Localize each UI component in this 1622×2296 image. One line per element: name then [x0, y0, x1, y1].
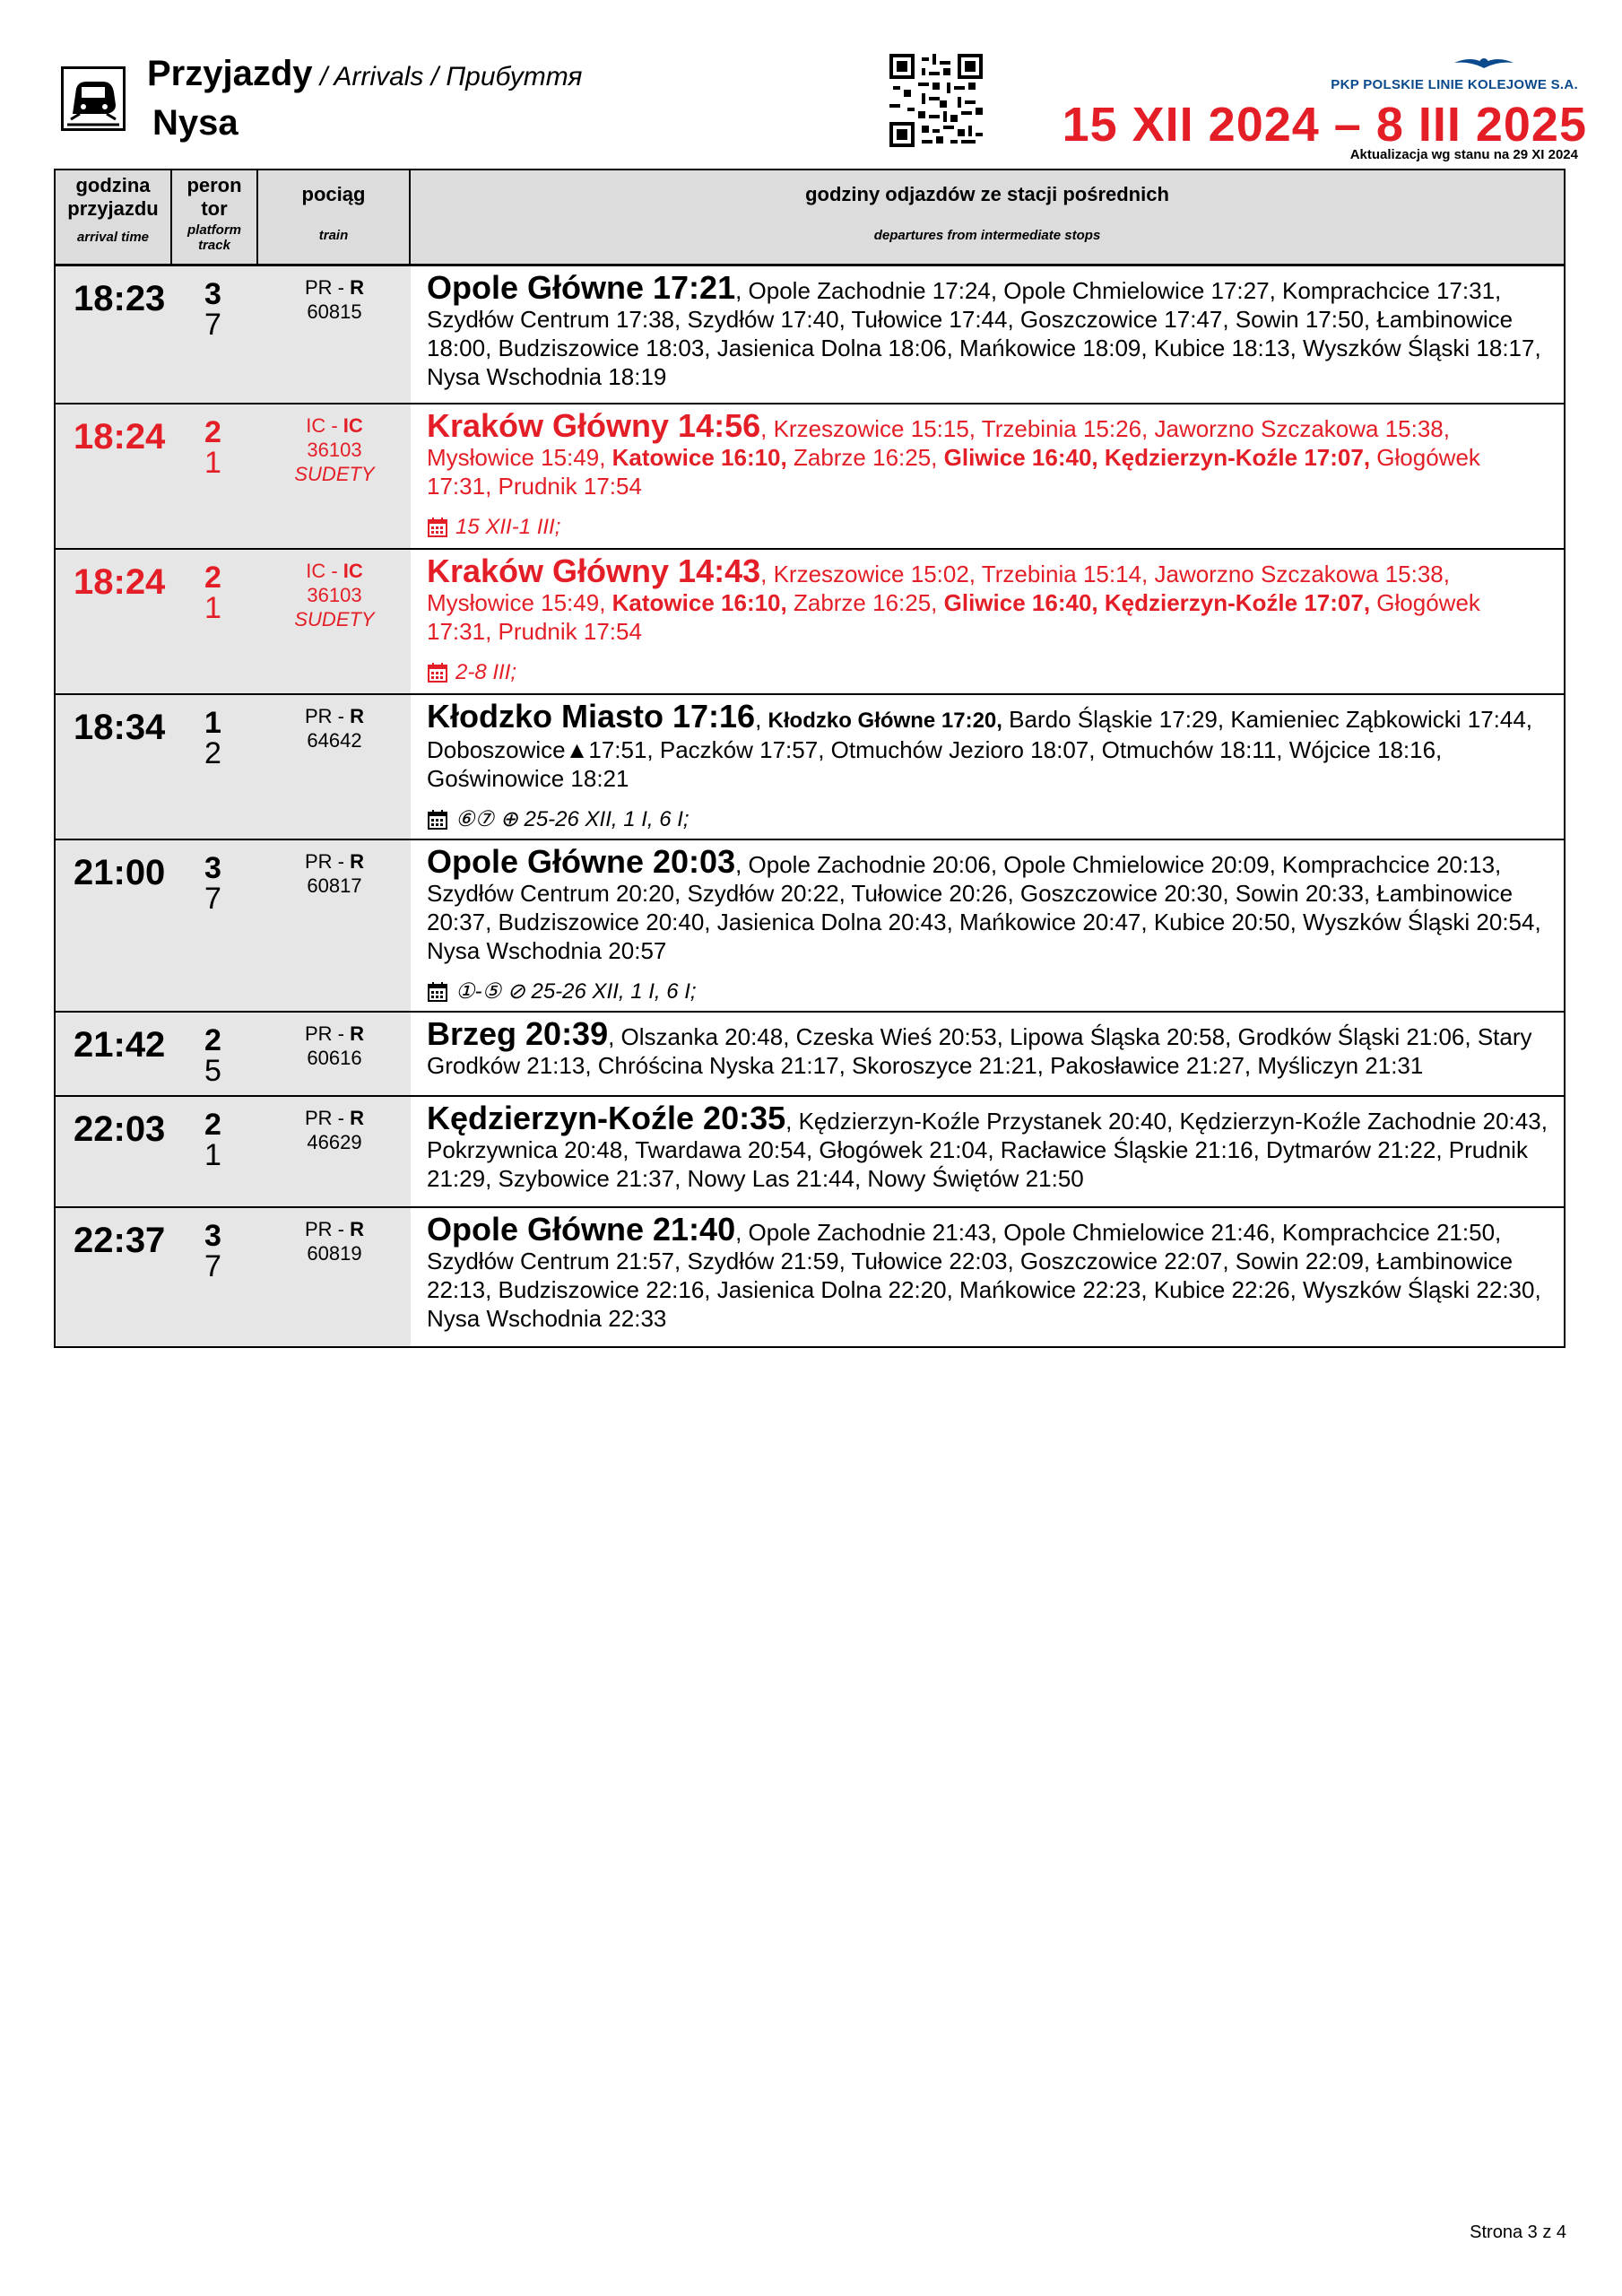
service-note-text: ⑥⑦ ⊕ 25-26 XII, 1 I, 6 I; — [455, 807, 690, 831]
train-number: 60817 — [307, 874, 362, 897]
track-number: 7 — [204, 308, 221, 342]
service-note-text: ①-⑤ ⊘ 25-26 XII, 1 I, 6 I; — [455, 979, 697, 1004]
service-note-text: 15 XII-1 III; — [455, 515, 561, 539]
stops-list: , Opole Zachodnie 21:43, Opole Chmielowice 21:46, Komprachcice 21:50, Szydłów Centrum 21:57, Szydłów 21:59, Tułowice 22:03, Goszczowice 22:07, Sowin 22:09, Łambinowice 22:13, Budziszowice 22:16, Jasienica Dolna 22:20, Mańkowice 22:23, Kubice 22:26, Wyszków Śląski 22:30, Nysa Wschodnia 22:33 — [427, 1219, 1541, 1332]
arrival-time: 18:23 — [56, 266, 172, 403]
origin-stop: Opole Główne 20:03 — [427, 843, 736, 880]
intermediate-stops — [411, 1013, 1564, 1095]
arrival-time: 21:00 — [56, 840, 172, 1011]
train-carrier: PR — [304, 276, 333, 299]
train-category-code: IC — [343, 560, 363, 582]
track-number: 1 — [204, 591, 221, 625]
train-number: 60616 — [307, 1047, 362, 1069]
train-category: IC - IC — [306, 414, 363, 437]
train-info — [258, 1013, 411, 1095]
platform-track — [172, 404, 258, 548]
train-category: PR - R — [304, 850, 364, 873]
platform-number: 3 — [204, 277, 221, 311]
page-title — [147, 54, 582, 94]
stops-list-bold: Kłodzko Główne 17:20, — [768, 709, 1002, 733]
train-name: SUDETY — [294, 463, 375, 485]
brand — [1331, 54, 1578, 95]
stops-list: Bardo Śląskie 17:29, Kamieniec Ząbkowicki 17:44, Doboszowice▲17:51, Paczków 17:57, Otmuchów Jezioro 18:07, Otmuchów 18:11, Wójcice 18:16, Goświnowice 18:21 — [427, 706, 1533, 792]
track-number: 2 — [204, 736, 221, 770]
column-stops-label: godziny odjazdów ze stacji pośrednich — [805, 183, 1169, 205]
stops-list-bold: Katowice 16:10, — [612, 589, 787, 616]
train-category-code: R — [350, 1022, 364, 1045]
origin-stop: Kędzierzyn-Koźle 20:35 — [427, 1100, 786, 1136]
track-number: 7 — [204, 882, 221, 916]
platform-track — [172, 840, 258, 1011]
track-number: 1 — [204, 446, 221, 480]
train-name: SUDETY — [294, 608, 375, 631]
intermediate-stops — [411, 550, 1564, 693]
stops-list: , Opole Zachodnie 17:24, Opole Chmielowice 17:27, Komprachcice 17:31, Szydłów Centrum 17:38, Szydłów 17:40, Tułowice 17:44, Goszczowice 17:47, Sowin 17:50, Łambinowice 18:00, Budziszowice 18:03, Jasienica Dolna 18:06, Mańkowice 18:09, Kubice 18:13, Wyszków Śląski 18:17, Nysa Wschodnia 18:19 — [427, 277, 1541, 390]
stops-list: , Olszanka 20:48, Czeska Wieś 20:53, Lipowa Śląska 20:58, Grodków Śląski 21:06, Stary Grodków 21:13, Chróścina Nyska 21:17, Skoroszyce 21:21, Pakosławice 21:27, Myśliczyn 21:31 — [427, 1023, 1532, 1079]
table-row — [56, 550, 1564, 695]
platform-number: 2 — [204, 561, 221, 595]
column-arrival-label-1: godzina — [75, 174, 151, 196]
page-header — [54, 54, 1587, 170]
intermediate-stops — [411, 404, 1564, 548]
train-info — [258, 1208, 411, 1346]
title-main: Przyjazdy — [147, 54, 313, 93]
stops-list: Zabrze 16:25, — [786, 444, 944, 471]
train-number: 60819 — [307, 1242, 362, 1265]
column-arrival-time — [56, 170, 172, 264]
intermediate-stops — [411, 695, 1564, 839]
train-info — [258, 1097, 411, 1206]
intermediate-stops — [411, 1208, 1564, 1346]
service-note — [427, 658, 1551, 687]
arrival-time: 18:24 — [56, 550, 172, 693]
train-carrier: IC — [306, 414, 326, 437]
stops-list-bold: Katowice 16:10, — [612, 444, 787, 471]
train-category-code: R — [350, 1218, 364, 1240]
platform-track — [172, 266, 258, 403]
stops-list: , Krzeszowice 15:15, Trzebinia 15:26, Jaworzno Szczakowa 15:38, Mysłowice 15:49, — [427, 415, 1450, 471]
track-number: 1 — [204, 1138, 221, 1172]
train-category-code: R — [350, 705, 364, 727]
stops-list-bold: Gliwice 16:40, Kędzierzyn-Koźle 17:07, — [943, 444, 1371, 471]
platform-number: 3 — [204, 1219, 221, 1253]
train-info — [258, 404, 411, 548]
train-number: 36103 — [307, 439, 362, 461]
table-row — [56, 1097, 1564, 1208]
page-number: Strona 3 z 4 — [1470, 2222, 1566, 2242]
platform-number: 2 — [204, 1108, 221, 1142]
arrival-time: 18:24 — [56, 404, 172, 548]
calendar-icon — [427, 662, 448, 683]
train-info — [258, 266, 411, 403]
stops-list: , — [755, 706, 768, 733]
stops-list: , Krzeszowice 15:02, Trzebinia 15:14, Jaworzno Szczakowa 15:38, Mysłowice 15:49, — [427, 561, 1450, 616]
origin-stop: Kraków Główny 14:43 — [427, 552, 761, 589]
arrival-time: 21:42 — [56, 1013, 172, 1095]
arrival-time: 18:34 — [56, 695, 172, 839]
column-arrival-sub: arrival time — [76, 230, 150, 245]
track-number: 7 — [204, 1249, 221, 1283]
table-row — [56, 840, 1564, 1013]
calendar-icon — [427, 517, 448, 538]
train-carrier: PR — [304, 1218, 333, 1240]
column-track — [172, 170, 258, 264]
stops-list: Zabrze 16:25, — [786, 589, 944, 616]
train-info — [258, 695, 411, 839]
train-category: IC - IC — [306, 560, 363, 582]
train-category-code: R — [350, 850, 364, 873]
train-carrier: PR — [304, 1022, 333, 1045]
train-carrier: PR — [304, 705, 333, 727]
stops-list: , Kędzierzyn-Koźle Przystanek 20:40, Kędzierzyn-Koźle Zachodnie 20:43, Pokrzywnica 20:48, Twardawa 20:54, Głogówek 21:04, Racławice Śląskie 21:16, Dytmarów 21:22, Prudnik 21:29, Szybowice 21:37, Nowy Las 21:44, Nowy Świętów 21:50 — [427, 1108, 1548, 1192]
train-carrier: PR — [304, 1107, 333, 1129]
train-info — [258, 550, 411, 693]
train-carrier: IC — [306, 560, 326, 582]
train-number: 64642 — [307, 729, 362, 752]
update-note: Aktualizacja wg stanu na 29 XI 2024 — [1349, 147, 1578, 162]
calendar-icon — [427, 981, 448, 1003]
intermediate-stops — [411, 1097, 1564, 1206]
table-row — [56, 404, 1564, 550]
arrivals-table — [54, 169, 1566, 1348]
station-name: Nysa — [152, 103, 239, 143]
train-carrier: PR — [304, 850, 333, 873]
origin-stop: Kraków Główny 14:56 — [427, 407, 761, 444]
title-subtitle: / Arrivals / Прибуття — [312, 62, 583, 91]
column-track-label-1: peron — [186, 174, 242, 196]
column-track-sub-1: platform — [187, 222, 241, 238]
table-row — [56, 266, 1564, 404]
platform-track — [172, 695, 258, 839]
table-row — [56, 695, 1564, 840]
service-note — [427, 805, 1551, 834]
table-row — [56, 1013, 1564, 1097]
column-train — [258, 170, 411, 264]
train-category: PR - R — [304, 276, 364, 299]
column-arrival-label-2: przyjazdu — [67, 197, 159, 220]
train-number: 60815 — [307, 300, 362, 323]
train-number: 46629 — [307, 1131, 362, 1153]
column-stops-sub: departures from intermediate stops — [873, 228, 1101, 243]
origin-stop: Brzeg 20:39 — [427, 1015, 609, 1052]
stops-list: , Opole Zachodnie 20:06, Opole Chmielowice 20:09, Komprachcice 20:13, Szydłów Centrum 20:20, Szydłów 20:22, Tułowice 20:26, Goszczowice 20:30, Sowin 20:33, Łambinowice 20:37, Budziszowice 20:40, Jasienica Dolna 20:43, Mańkowice 20:47, Kubice 20:50, Wyszków Śląski 20:54, Nysa Wschodnia 20:57 — [427, 851, 1541, 964]
platform-number: 2 — [204, 1023, 221, 1057]
service-note — [427, 978, 1551, 1006]
track-number: 5 — [204, 1054, 221, 1088]
train-category-code: R — [350, 276, 364, 299]
train-category: PR - R — [304, 1218, 364, 1240]
origin-stop: Opole Główne 17:21 — [427, 269, 736, 306]
platform-number: 2 — [204, 415, 221, 449]
column-track-label-2: tor — [201, 197, 228, 220]
brand-name: PKP POLSKIE LINIE KOLEJOWE S.A. — [1331, 77, 1578, 92]
platform-number: 1 — [204, 706, 221, 740]
train-info — [258, 840, 411, 1011]
platform-number: 3 — [204, 851, 221, 885]
train-category-code: IC — [343, 414, 363, 437]
train-number: 36103 — [307, 584, 362, 606]
stops-list: Głogówek 17:31, Prudnik 17:54 — [427, 444, 1480, 500]
table-row — [56, 1208, 1564, 1346]
train-category: PR - R — [304, 705, 364, 727]
calendar-icon — [427, 809, 448, 831]
pkp-logo-icon — [1453, 54, 1515, 75]
service-note — [427, 513, 1551, 542]
intermediate-stops — [411, 266, 1564, 403]
platform-track — [172, 1013, 258, 1095]
train-category-code: R — [350, 1107, 364, 1129]
train-icon — [61, 66, 126, 131]
qr-code-icon — [889, 54, 983, 147]
train-category: PR - R — [304, 1022, 364, 1045]
service-note-text: 2-8 III; — [455, 660, 517, 684]
column-train-label: pociąg — [301, 183, 366, 205]
arrival-time: 22:03 — [56, 1097, 172, 1206]
column-stops — [411, 170, 1564, 264]
origin-stop: Opole Główne 21:40 — [427, 1211, 736, 1248]
platform-track — [172, 1097, 258, 1206]
stops-list: Głogówek 17:31, Prudnik 17:54 — [427, 589, 1480, 645]
table-header — [56, 170, 1564, 266]
column-train-sub: train — [318, 228, 349, 243]
train-category: PR - R — [304, 1107, 364, 1129]
origin-stop: Kłodzko Miasto 17:16 — [427, 698, 756, 735]
column-track-sub-2: track — [198, 238, 230, 253]
arrival-time: 22:37 — [56, 1208, 172, 1346]
intermediate-stops — [411, 840, 1564, 1011]
validity-period: 15 XII 2024 – 8 III 2025 — [1062, 98, 1587, 152]
platform-track — [172, 550, 258, 693]
platform-track — [172, 1208, 258, 1346]
stops-list-bold: Gliwice 16:40, Kędzierzyn-Koźle 17:07, — [943, 589, 1371, 616]
